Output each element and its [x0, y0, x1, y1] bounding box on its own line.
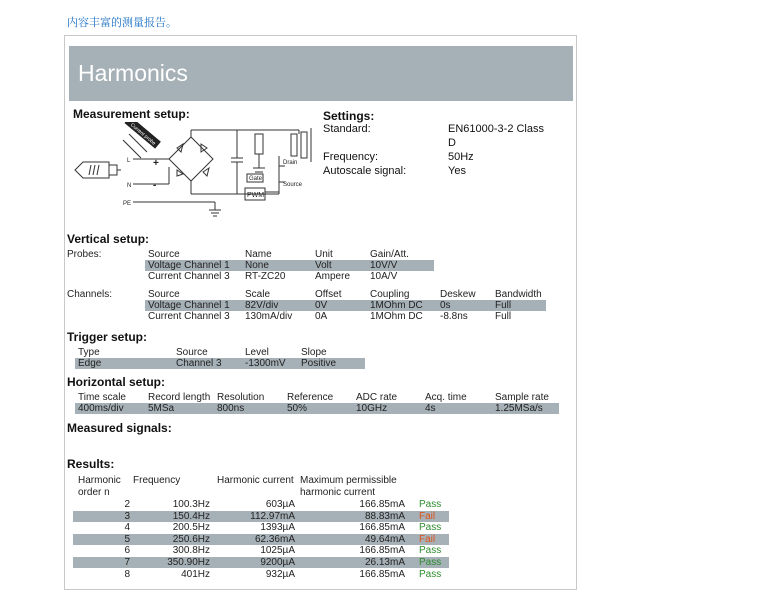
horizontal-header-resolution: Resolution: [217, 392, 265, 403]
channel-header-offset: Offset: [315, 289, 342, 300]
horizontal-header-acq-time: Acq. time: [425, 392, 467, 403]
autoscale-label: Autoscale signal:: [323, 165, 407, 177]
horizontal-setup-heading: Horizontal setup:: [67, 375, 165, 389]
probe-row-1-gain: 10V/V: [370, 260, 398, 271]
page-caption: 内容丰富的测量报告。: [67, 17, 177, 29]
gate-label: Gate: [249, 176, 263, 182]
results-status-badge: Pass: [419, 522, 442, 534]
plus-sign: +: [153, 158, 159, 169]
results-frequency-cell: 250.6Hz: [172, 533, 210, 545]
results-frequency-cell: 401Hz: [181, 568, 210, 580]
results-order-cell: 2: [124, 499, 130, 510]
standard-label: Standard:: [323, 123, 371, 135]
probes-label: Probes:: [67, 249, 102, 260]
results-order-cell: 4: [124, 522, 130, 534]
results-max-cell: 166.85mA: [359, 522, 405, 534]
horizontal-header-record-length: Record length: [148, 392, 211, 403]
channel-row-1-coupling: 1MOhm DC: [370, 300, 423, 311]
vertical-setup-heading: Vertical setup:: [67, 232, 150, 246]
results-current-cell: 112.97mA: [250, 510, 295, 522]
horizontal-adc-rate: 10GHz: [356, 403, 388, 414]
probe-header-name: Name: [245, 249, 272, 260]
results-order-cell: 8: [124, 568, 130, 580]
horizontal-reference: 50%: [287, 403, 308, 414]
measured-signals-heading: Measured signals:: [67, 421, 172, 435]
horizontal-resolution: 800ns: [217, 403, 245, 414]
results-current-cell: 932µA: [265, 568, 295, 580]
frequency-value: 50Hz: [448, 151, 474, 163]
channel-header-deskew: Deskew: [440, 289, 476, 300]
source-label: Source: [283, 182, 303, 188]
results-frequency-cell: 300.8Hz: [172, 545, 210, 557]
results-order-cell: 6: [124, 545, 130, 557]
horizontal-header-adc-rate: ADC rate: [356, 392, 398, 403]
probe-header-gain: Gain/Att.: [370, 249, 409, 260]
results-max-cell: 88.83mA: [364, 510, 405, 522]
probe-row-1-source: Voltage Channel 1: [148, 260, 230, 271]
probe-row-2-name: RT-ZC20: [245, 271, 286, 282]
trigger-header-slope: Slope: [301, 347, 327, 358]
channel-row-2-deskew: -8.8ns: [440, 311, 468, 322]
standard-value-class: D: [448, 137, 456, 149]
results-current-cell: 603µA: [265, 499, 295, 510]
schematic-label-n: N: [127, 183, 132, 189]
results-header-current: Harmonic current: [217, 475, 294, 486]
results-heading: Results:: [67, 457, 115, 471]
probe-row-2-unit: Ampere: [315, 271, 351, 282]
channel-header-source: Source: [148, 289, 180, 300]
trigger-slope: Positive: [301, 358, 337, 369]
probe-header-source: Source: [148, 249, 180, 260]
results-current-cell: 62.36mA: [254, 533, 295, 545]
results-header-max-1: Maximum permissible: [300, 475, 397, 486]
minus-sign: -: [153, 180, 157, 191]
circuit-schematic: [69, 122, 319, 218]
drain-label: Drain: [283, 160, 298, 166]
channels-label: Channels:: [67, 289, 113, 300]
channel-row-2-scale: 130mA/div: [245, 311, 293, 322]
report-banner: [69, 46, 573, 101]
probe-row-2-gain: 10A/V: [370, 271, 398, 282]
probe-header-unit: Unit: [315, 249, 333, 260]
report-title: Harmonics: [78, 60, 188, 86]
horizontal-header-sample-rate: Sample rate: [495, 392, 549, 403]
results-status-badge: Pass: [419, 545, 442, 557]
channel-row-2-bandwidth: Full: [495, 311, 512, 322]
results-header-frequency: Frequency: [133, 475, 181, 486]
trigger-source: Channel 3: [176, 358, 222, 369]
harmonics-report: [64, 35, 577, 590]
results-max-cell: 166.85mA: [359, 499, 405, 510]
results-status-badge: Pass: [419, 568, 442, 580]
channel-row-1-deskew: 0s: [440, 300, 451, 311]
results-max-cell: 166.85mA: [359, 545, 405, 557]
settings-heading: Settings:: [323, 109, 375, 123]
results-max-cell: 26.13mA: [364, 557, 405, 568]
autoscale-value: Yes: [448, 165, 466, 177]
trigger-header-source: Source: [176, 347, 208, 358]
results-header-order-1: Harmonic: [78, 475, 121, 486]
trigger-level: -1300mV: [245, 358, 286, 369]
channel-row-1-bandwidth: Full: [495, 300, 512, 311]
channel-header-coupling: Coupling: [370, 289, 410, 300]
results-order-cell: 5: [124, 533, 130, 545]
schematic-label-l: L: [127, 158, 131, 164]
channel-header-scale: Scale: [245, 289, 271, 300]
results-frequency-cell: 150.4Hz: [172, 510, 210, 522]
results-status-badge: Fail: [419, 533, 436, 545]
channel-row-1-scale: 82V/div: [245, 300, 279, 311]
results-current-cell: 9200µA: [260, 557, 295, 568]
channel-row-2-source: Current Channel 3: [148, 311, 230, 322]
results-current-cell: 1025µA: [260, 545, 295, 557]
schematic-label-pe: PE: [123, 201, 132, 207]
results-status-badge: Fail: [419, 510, 436, 522]
results-current-cell: 1393µA: [260, 522, 295, 534]
probe-row-1-name: None: [245, 260, 269, 271]
results-order-cell: 3: [124, 510, 130, 522]
probe-label: Current probe: [129, 122, 157, 147]
horizontal-record-length: 5MSa: [148, 403, 175, 414]
channel-row-1-source: Voltage Channel 1: [148, 300, 230, 311]
results-order-cell: 7: [124, 557, 130, 568]
trigger-header-type: Type: [78, 347, 100, 358]
results-status-badge: Pass: [419, 499, 442, 510]
results-header-order-2: order n: [78, 487, 110, 498]
horizontal-acq-time: 4s: [425, 403, 436, 414]
probe-row-2-source: Current Channel 3: [148, 271, 230, 282]
results-max-cell: 166.85mA: [359, 568, 405, 580]
results-header-max-2: harmonic current: [300, 487, 376, 498]
results-frequency-cell: 350.90Hz: [167, 557, 210, 568]
channel-row-1-offset: 0V: [315, 300, 328, 311]
channel-header-bandwidth: Bandwidth: [495, 289, 542, 300]
results-frequency-cell: 100.3Hz: [172, 499, 210, 510]
probe-row-1-unit: Volt: [315, 260, 332, 271]
results-max-cell: 49.64mA: [364, 533, 405, 545]
standard-value: EN61000-3-2 Class: [448, 123, 544, 135]
measurement-setup-heading: Measurement setup:: [73, 107, 190, 121]
trigger-type: Edge: [78, 358, 102, 369]
horizontal-header-time-scale: Time scale: [78, 392, 126, 403]
horizontal-header-reference: Reference: [287, 392, 334, 403]
trigger-setup-heading: Trigger setup:: [67, 330, 148, 344]
pwm-label: PWM: [247, 192, 265, 199]
channel-row-2-offset: 0A: [315, 311, 328, 322]
horizontal-time-scale: 400ms/div: [78, 403, 124, 414]
frequency-label: Frequency:: [323, 151, 379, 163]
channel-row-2-coupling: 1MOhm DC: [370, 311, 423, 322]
horizontal-sample-rate: 1.25MSa/s: [495, 403, 543, 414]
results-status-badge: Pass: [419, 557, 442, 568]
trigger-header-level: Level: [245, 347, 269, 358]
results-frequency-cell: 200.5Hz: [172, 522, 210, 534]
